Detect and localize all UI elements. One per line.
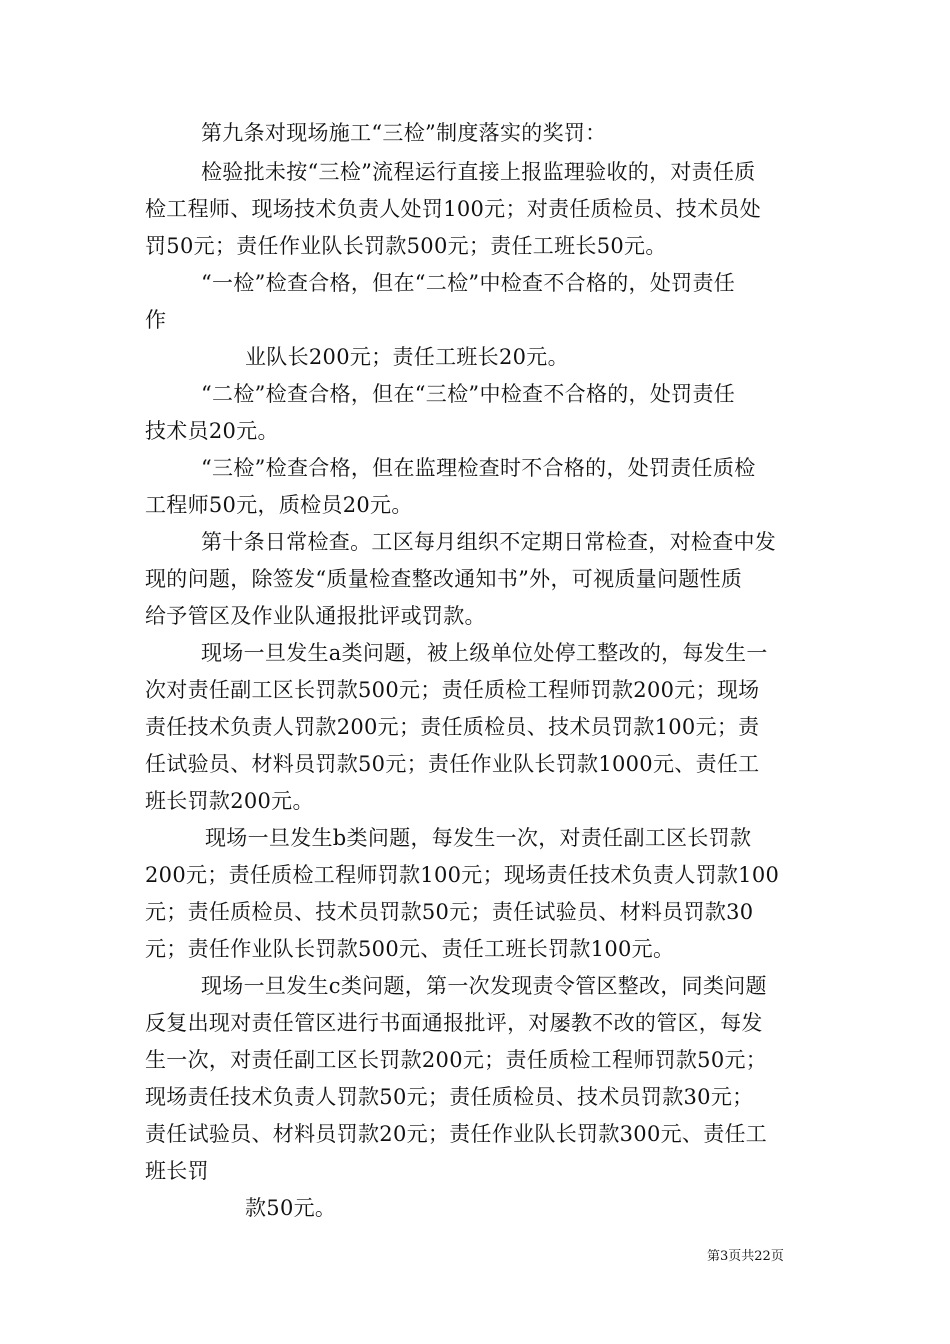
text-line: 责任技术负责人罚款200元；责任质检员、技术员罚款100元；责: [145, 715, 760, 739]
text-line: 工程师50元，质检员20元。: [145, 493, 413, 517]
text-line: “三检”检查合格，但在监理检查时不合格的，处罚责任质检: [201, 456, 756, 480]
text-line: 作: [145, 308, 167, 332]
text-line: 任试验员、材料员罚款50元；责任作业队长罚款1000元、责任工: [145, 752, 760, 776]
text-line: 第十条日常检查。工区每月组织不定期日常检查，对检查中发: [201, 530, 777, 554]
text-line: 生一次，对责任副工区长罚款200元；责任质检工程师罚款50元；: [145, 1048, 768, 1072]
text-line: 次对责任副工区长罚款500元；责任质检工程师罚款200元；现场: [145, 678, 760, 702]
text-line: 现场一旦发生c类问题，第一次发现责令管区整改，同类问题: [201, 974, 767, 998]
text-line: 款50元。: [245, 1196, 337, 1220]
text-line: 元；责任作业队长罚款500元、责任工班长罚款100元。: [145, 937, 675, 961]
text-line: 责任试验员、材料员罚款20元；责任作业队长罚款300元、责任工: [145, 1122, 768, 1146]
text-line: 现的问题，除签发“质量检查整改通知书”外，可视质量问题性质: [145, 567, 743, 591]
text-line: 第九条对现场施工“三检”制度落实的奖罚：: [201, 121, 607, 145]
text-line: 反复出现对责任管区进行书面通报批评，对屡教不改的管区，每发: [145, 1011, 763, 1035]
text-line: 技术员20元。: [145, 419, 279, 443]
text-line: 罚50元；责任作业队长罚款500元；责任工班长50元。: [145, 234, 667, 258]
page-number: 第3页共22页: [707, 1249, 784, 1264]
text-line: “二检”检查合格，但在“三检”中检查不合格的，处罚责任: [201, 382, 736, 406]
text-line: 元；责任质检员、技术员罚款50元；责任试验员、材料员罚款30: [145, 900, 754, 924]
text-line: 检工程师、现场技术负责人处罚100元；对责任质检员、技术员处: [145, 197, 762, 221]
text-line: 业队长200元；责任工班长20元。: [245, 345, 569, 369]
text-line: 现场一旦发生a类问题，被上级单位处停工整改的，每发生一: [201, 641, 768, 665]
text-line: 班长罚款200元。: [145, 789, 314, 813]
text-line: “一检”检查合格，但在“二检”中检查不合格的，处罚责任: [201, 271, 736, 295]
text-line: 给予管区及作业队通报批评或罚款。: [145, 604, 486, 628]
text-line: 检验批未按“三检”流程运行直接上报监理验收的，对责任质: [201, 160, 756, 184]
text-line: 200元；责任质检工程师罚款100元；现场责任技术负责人罚款100: [145, 863, 780, 887]
text-line: 现场责任技术负责人罚款50元；责任质检员、技术员罚款30元；: [145, 1085, 754, 1109]
text-line: 现场一旦发生b类问题，每发生一次，对责任副工区长罚款: [205, 826, 752, 850]
text-line: 班长罚: [145, 1159, 209, 1183]
